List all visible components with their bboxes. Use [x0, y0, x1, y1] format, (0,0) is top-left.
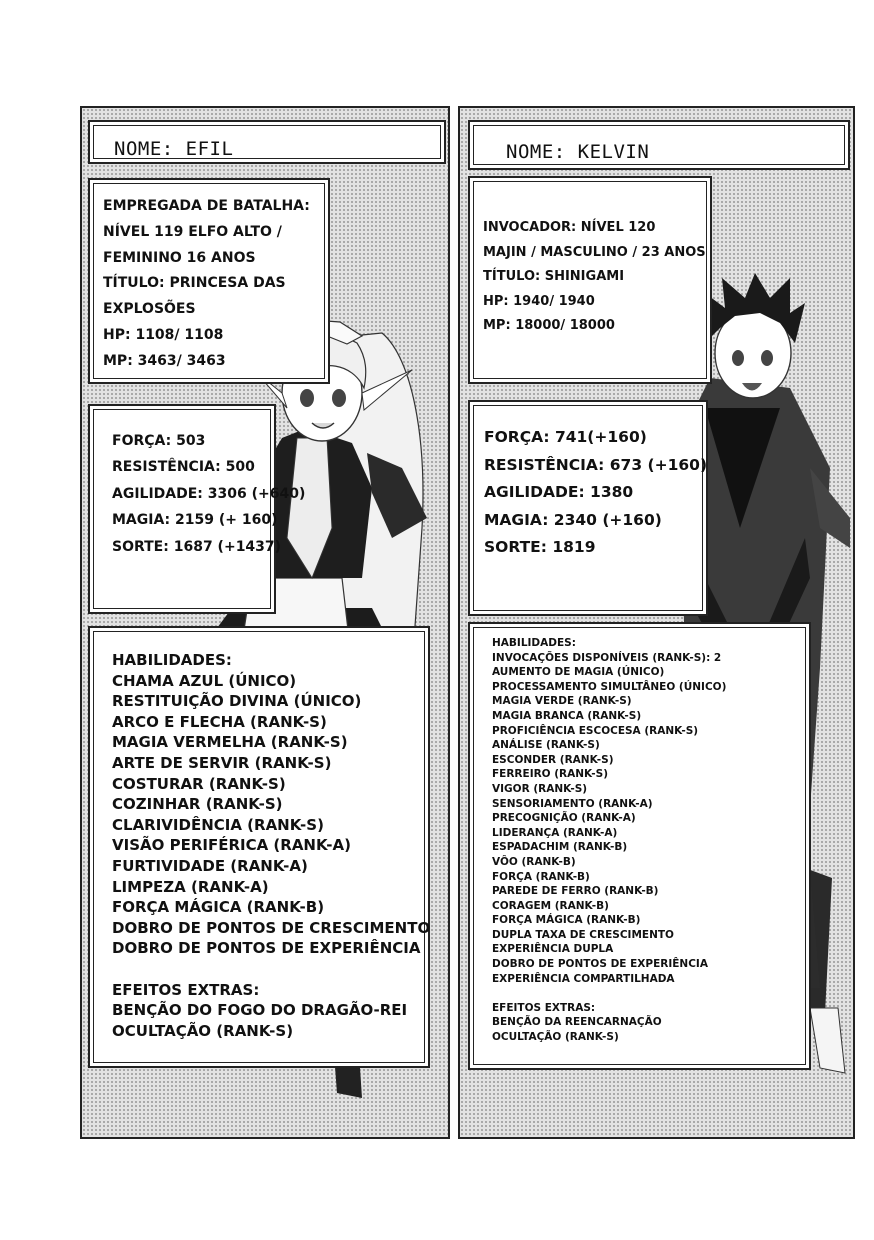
- kelvin-skill-line: MAGIA VERDE (RANK-S): [492, 695, 632, 708]
- kelvin-skills-lines: [492, 636, 726, 1045]
- efil-stat-line: AGILIDADE: 3306 (+640): [112, 485, 306, 502]
- kelvin-skill-line: DUPLA TAXA DE CRESCIMENTO: [492, 928, 674, 941]
- efil-skill-line: RESTITUIÇÃO DIVINA (ÚNICO): [112, 692, 362, 711]
- kelvin-skill-line: EXPERIÊNCIA COMPARTILHADA: [492, 972, 675, 985]
- efil-profile-line: EXPLOSÕES: [103, 301, 196, 318]
- kelvin-skill-line: CORAGEM (RANK-B): [492, 899, 609, 912]
- kelvin-skill-line: FORÇA (RANK-B): [492, 870, 590, 883]
- efil-skill-line: EFEITOS EXTRAS:: [112, 980, 260, 999]
- efil-skill-line: BENÇÃO DO FOGO DO DRAGÃO-REI: [112, 1001, 408, 1020]
- efil-skill-line: CLARIVIDÊNCIA (RANK-S): [112, 815, 324, 834]
- kelvin-stat-line: AGILIDADE: 1380: [484, 483, 634, 502]
- kelvin-skill-line: ESCONDER (RANK-S): [492, 753, 614, 766]
- efil-profile-line: TÍTULO: PRINCESA DAS: [103, 275, 286, 292]
- kelvin-skill-line: SENSORIAMENTO (RANK-A): [492, 797, 653, 810]
- kelvin-skill-line: BENÇÃO DA REENCARNAÇÃO: [492, 1016, 662, 1029]
- kelvin-profile-line: MP: 18000/ 18000: [483, 318, 615, 333]
- efil-name-box: [88, 120, 446, 164]
- efil-panel: [80, 106, 450, 1139]
- kelvin-stat-line: RESISTÊNCIA: 673 (+160): [484, 455, 708, 474]
- efil-skill-line: COSTURAR (RANK-S): [112, 774, 286, 793]
- efil-profile-line: HP: 1108/ 1108: [103, 326, 224, 343]
- efil-skill-line: VISÃO PERIFÉRICA (RANK-A): [112, 836, 351, 855]
- efil-skills-lines: [112, 650, 430, 1041]
- efil-stats-box: [88, 404, 306, 614]
- efil-skill-line: MAGIA VERMELHA (RANK-S): [112, 733, 348, 752]
- kelvin-stat-line: SORTE: 1819: [484, 538, 596, 557]
- kelvin-skill-line: EFEITOS EXTRAS:: [492, 1001, 596, 1014]
- kelvin-profile-line: INVOCADOR: NÍVEL 120: [483, 220, 656, 235]
- efil-stat-line: FORÇA: 503: [112, 433, 206, 449]
- kelvin-skill-line: PAREDE DE FERRO (RANK-B): [492, 885, 659, 898]
- efil-stat-line: MAGIA: 2159 (+ 160): [112, 512, 278, 529]
- efil-skill-line: DOBRO DE PONTOS DE EXPERIÊNCIA: [112, 939, 421, 958]
- efil-skills-box: [88, 626, 430, 1068]
- kelvin-skill-line: DOBRO DE PONTOS DE EXPERIÊNCIA: [492, 958, 708, 971]
- kelvin-profile-lines: [483, 216, 706, 339]
- efil-profile-lines: [103, 194, 310, 375]
- efil-profile-line: FEMININO 16 ANOS: [103, 249, 256, 266]
- efil-profile-line: EMPREGADA DE BATALHA:: [103, 198, 310, 214]
- kelvin-name: NOME: KELVIN: [506, 141, 650, 163]
- efil-profile-line: NÍVEL 119 ELFO ALTO /: [103, 223, 282, 240]
- kelvin-profile-line: TÍTULO: SHINIGAMI: [483, 269, 625, 284]
- efil-skill-line: [112, 959, 430, 980]
- kelvin-skill-line: MAGIA BRANCA (RANK-S): [492, 709, 642, 722]
- kelvin-profile-box: [468, 176, 712, 384]
- kelvin-skill-line: ANÁLISE (RANK-S): [492, 739, 600, 752]
- kelvin-skill-line: FORÇA MÁGICA (RANK-B): [492, 914, 641, 927]
- efil-skill-line: ARCO E FLECHA (RANK-S): [112, 712, 327, 731]
- kelvin-skill-line: INVOCAÇÕES DISPONÍVEIS (RANK-S): 2: [492, 651, 722, 664]
- efil-skill-line: LIMPEZA (RANK-A): [112, 877, 269, 896]
- efil-skill-line: OCULTAÇÃO (RANK-S): [112, 1021, 294, 1040]
- efil-skill-line: ARTE DE SERVIR (RANK-S): [112, 753, 332, 772]
- kelvin-skills-box: [468, 622, 811, 1070]
- efil-skill-line: FORÇA MÁGICA (RANK-B): [112, 898, 325, 917]
- kelvin-skill-line: VÔO (RANK-B): [492, 855, 576, 868]
- efil-skill-line: DOBRO DE PONTOS DE CRESCIMENTO: [112, 918, 431, 937]
- efil-stat-line: RESISTÊNCIA: 500: [112, 459, 255, 476]
- kelvin-skill-line: OCULTAÇÃO (RANK-S): [492, 1031, 619, 1044]
- kelvin-skill-line: VIGOR (RANK-S): [492, 782, 588, 795]
- kelvin-skill-line: LIDERANÇA (RANK-A): [492, 826, 618, 839]
- kelvin-skill-line: PROCESSAMENTO SIMULTÂNEO (ÚNICO): [492, 680, 727, 693]
- kelvin-panel: [458, 106, 855, 1139]
- kelvin-stats-lines: [484, 424, 707, 562]
- kelvin-skill-line: FERREIRO (RANK-S): [492, 768, 609, 781]
- efil-profile-box: [88, 178, 330, 384]
- kelvin-stat-line: MAGIA: 2340 (+160): [484, 510, 662, 529]
- kelvin-skill-line: PRECOGNIÇÃO (RANK-A): [492, 812, 636, 825]
- efil-skill-line: HABILIDADES:: [112, 651, 232, 669]
- kelvin-skill-line: EXPERIÊNCIA DUPLA: [492, 943, 614, 956]
- efil-profile-line: MP: 3463/ 3463: [103, 352, 226, 369]
- efil-skill-line: FURTIVIDADE (RANK-A): [112, 856, 308, 875]
- kelvin-stat-line: FORÇA: 741(+160): [484, 428, 647, 446]
- efil-skill-line: COZINHAR (RANK-S): [112, 795, 283, 814]
- kelvin-skill-line: AUMENTO DE MAGIA (ÚNICO): [492, 666, 665, 679]
- kelvin-skill-line: HABILIDADES:: [492, 637, 576, 649]
- efil-skill-line: CHAMA AZUL (ÚNICO): [112, 671, 297, 690]
- kelvin-stats-box: [468, 400, 708, 616]
- kelvin-profile-line: MAJIN / MASCULINO / 23 ANOS: [483, 244, 706, 260]
- kelvin-profile-line: HP: 1940/ 1940: [483, 293, 595, 309]
- kelvin-skill-line: ESPADACHIM (RANK-B): [492, 841, 628, 854]
- kelvin-skill-line: [492, 986, 726, 1001]
- kelvin-skill-line: PROFICIÊNCIA ESCOCESA (RANK-S): [492, 724, 699, 737]
- efil-name: NOME: EFIL: [114, 138, 234, 160]
- efil-stat-line: SORTE: 1687 (+1437): [112, 538, 282, 555]
- kelvin-name-box: [468, 120, 850, 170]
- efil-stats-lines: [112, 428, 305, 560]
